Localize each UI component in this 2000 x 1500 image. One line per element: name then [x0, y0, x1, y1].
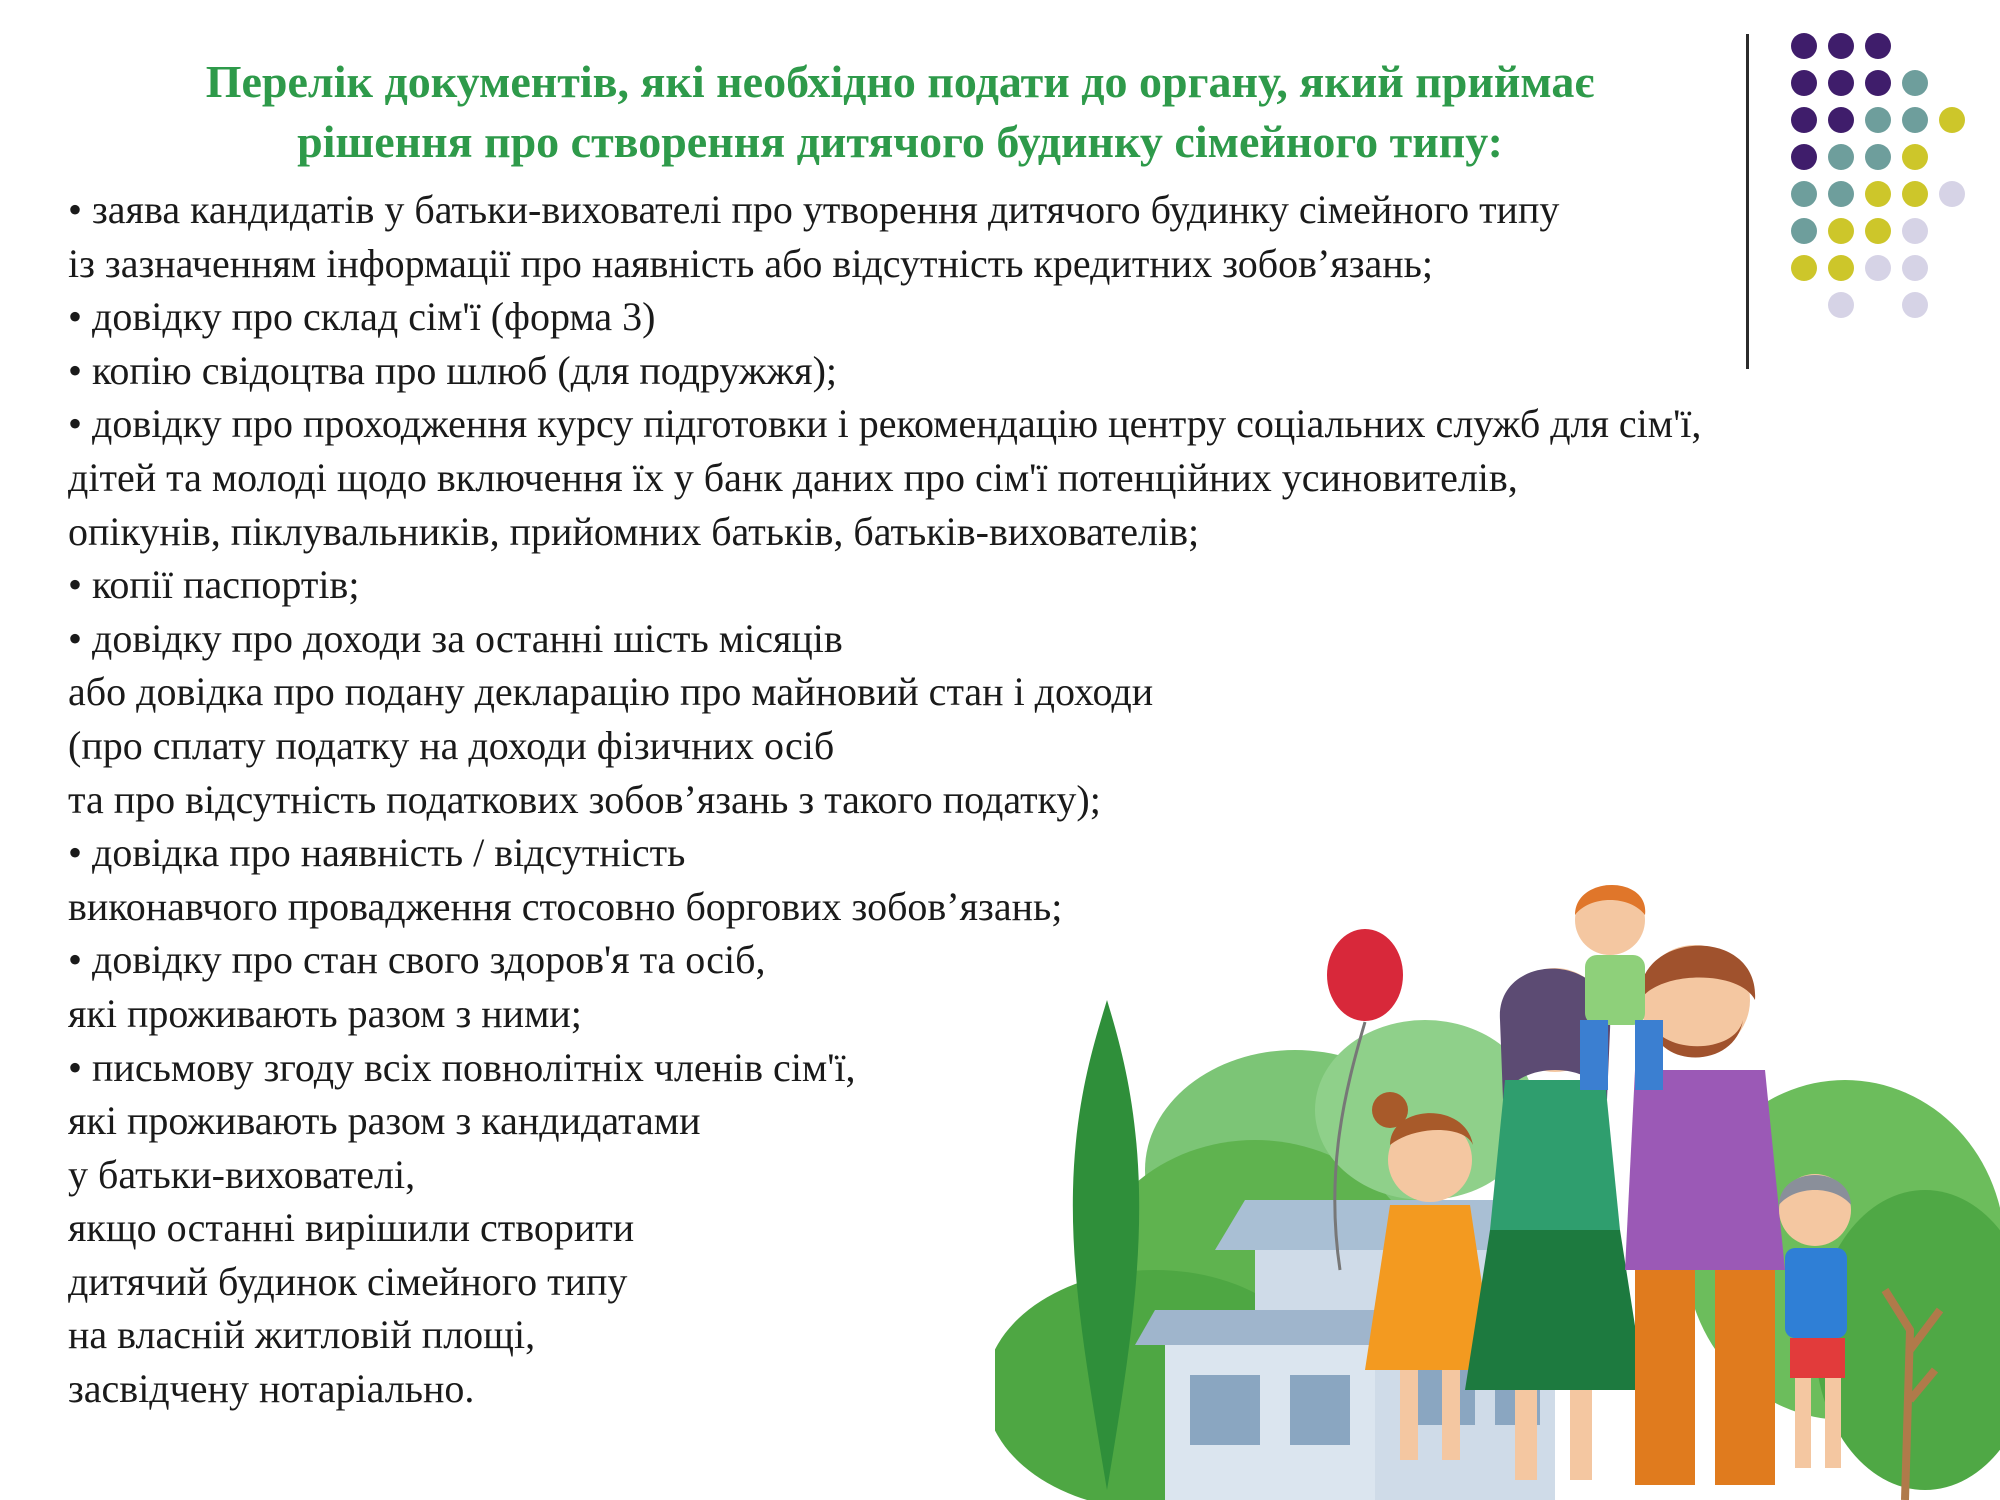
- decorative-dot: [1865, 70, 1891, 96]
- decorative-dot: [1791, 70, 1817, 96]
- decorative-dot: [1828, 107, 1854, 133]
- title-line-2: рішення про створення дитячого будинку сімейного типу:: [297, 116, 1503, 167]
- decorative-dot: [1791, 144, 1817, 170]
- decorative-dot: [1939, 181, 1965, 207]
- list-line: та про відсутність податкових зобов’язань з такого податку);: [68, 776, 1101, 822]
- list-line: на власній житловій площі,: [68, 1312, 536, 1358]
- list-line: опікунів, піклувальників, прийомних батьків, батьків-вихователів;: [68, 508, 1200, 554]
- decorative-dot: [1902, 107, 1928, 133]
- list-line: дітей та молоді щодо включення їх у банк даних про сім'ї потенційних усиновителів,: [68, 454, 1518, 500]
- list-line: • письмову згоду всіх повнолітніх членів сім'ї,: [68, 1044, 856, 1090]
- decorative-dot: [1828, 33, 1854, 59]
- decorative-dot: [1828, 70, 1854, 96]
- list-line: які проживають разом з кандидатами: [68, 1098, 701, 1144]
- list-line: виконавчого провадження стосовно боргових зобов’язань;: [68, 883, 1063, 929]
- page-title: [120, 52, 1680, 172]
- list-line: • довідку про доходи за останні шість місяців: [68, 615, 843, 661]
- list-line: які проживають разом з ними;: [68, 990, 582, 1036]
- list-line: (про сплату податку на доходи фізичних осіб: [68, 722, 835, 768]
- decorative-dot: [1939, 107, 1965, 133]
- list-line: • копії паспортів;: [68, 562, 360, 608]
- list-line: у батьки-вихователі,: [68, 1151, 416, 1197]
- list-line: • довідку про стан свого здоров'я та осіб,: [68, 937, 766, 983]
- decorative-dot: [1865, 144, 1891, 170]
- decorative-dot: [1902, 144, 1928, 170]
- decorative-dot: [1828, 144, 1854, 170]
- decorative-dot: [1865, 33, 1891, 59]
- list-line: якщо останні вирішили створити: [68, 1205, 635, 1251]
- family-house-illustration-icon: [995, 870, 2000, 1500]
- decorative-dot: [1865, 107, 1891, 133]
- decorative-dot: [1902, 70, 1928, 96]
- list-line: • довідка про наявність / відсутність: [68, 830, 686, 876]
- list-line: із зазначенням інформації про наявність або відсутність кредитних зобов’язань;: [68, 240, 1434, 286]
- list-line: • копію свідоцтва про шлюб (для подружжя);: [68, 347, 838, 393]
- list-line: • довідку про склад сім'ї (форма 3): [68, 294, 656, 340]
- list-line: • довідку про проходження курсу підготовки і рекомендацію центру соціальних служб для сім'ї,: [68, 401, 1702, 447]
- list-line: • заява кандидатів у батьки-вихователі про утворення дитячого будинку сімейного типу: [68, 187, 1560, 232]
- list-line: дитячий будинок сімейного типу: [68, 1258, 628, 1304]
- list-line: засвідчену нотаріально.: [68, 1366, 475, 1412]
- decorative-dot: [1791, 33, 1817, 59]
- title-line-1: Перелік документів, які необхідно подати до органу, який приймає: [205, 56, 1595, 107]
- decorative-dot: [1791, 107, 1817, 133]
- list-line: або довідка про подану декларацію про майновий стан і доходи: [68, 669, 1154, 715]
- small-boy-figure: [1779, 1174, 1851, 1468]
